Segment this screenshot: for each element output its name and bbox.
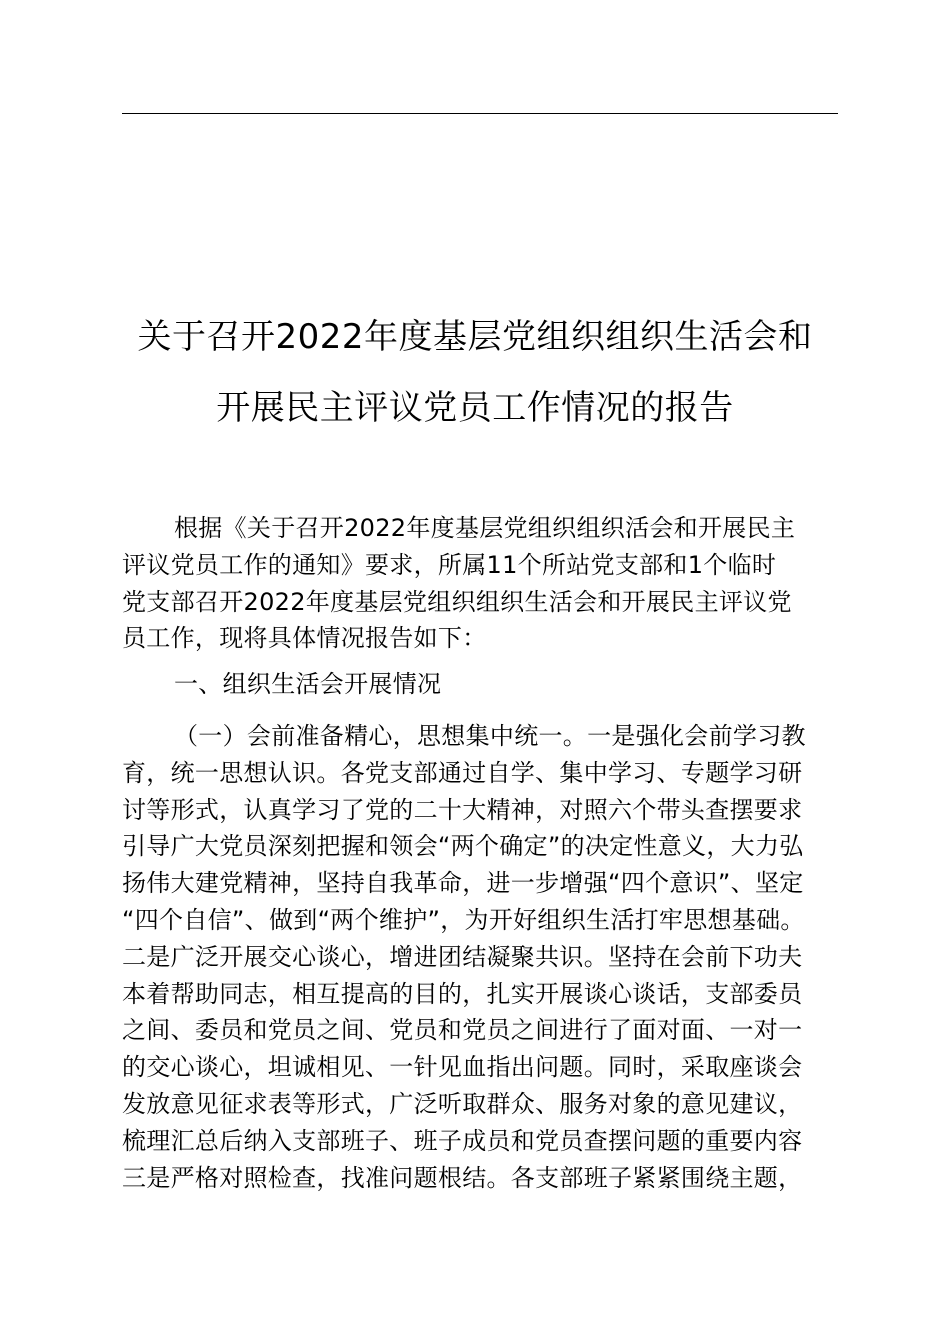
paragraph-line: 梳理汇总后纳入支部班子、班子成员和党员查摆问题的重要内容 (122, 1126, 803, 1155)
paragraph-line: 根据《关于召开2022年度基层党组织组织活会和开展民主 (174, 514, 796, 542)
intro-paragraph (122, 510, 862, 657)
paragraph-line: （一）会前准备精心，思想集中统一。一是强化会前学习教 (174, 722, 806, 750)
paragraph-line: “四个自信”、做到“两个维护”，为开好组织生活打牢思想基础。 (122, 905, 805, 934)
paragraph-line: 本着帮助同志，相互提高的目的，扎实开展谈心谈话，支部委员 (122, 979, 803, 1008)
paragraph-line: 的交心谈心，坦诚相见、一针见血指出问题。同时，采取座谈会 (122, 1053, 803, 1082)
section-heading (122, 666, 862, 703)
paragraph-line: 党支部召开2022年度基层党组织组织生活会和开展民主评议党 (122, 587, 792, 616)
paragraph-line: 讨等形式，认真学习了党的二十大精神，对照六个带头查摆要求 (122, 795, 803, 824)
paragraph-line: 评议党员工作的通知》要求，所属11个所站党支部和1个临时 (122, 550, 777, 579)
header-rule (122, 113, 838, 114)
paragraph-line: 育，统一思想认识。各党支部通过自学、集中学习、专题学习研 (122, 758, 803, 787)
section-heading-text: 一、组织生活会开展情况 (174, 670, 442, 698)
paragraph-line: 引导广大党员深刻把握和领会“两个确定”的决定性意义，大力弘 (122, 832, 804, 861)
paragraph-line: 发放意见征求表等形式，广泛听取群众、服务对象的意见建议， (122, 1089, 803, 1118)
section-paragraph (122, 718, 862, 1196)
paragraph-line: 三是严格对照检查，找准问题根结。各支部班子紧紧围绕主题， (122, 1163, 803, 1192)
document-title-line-1: 关于召开2022年度基层党组织组织生活会和 (137, 317, 813, 357)
paragraph-line: 扬伟大建党精神，坚持自我革命，进一步增强“四个意识”、坚定 (122, 869, 804, 898)
paragraph-line: 之间、委员和党员之间、党员和党员之间进行了面对面、一对一 (122, 1016, 803, 1045)
document-title-line-2: 开展民主评议党员工作情况的报告 (216, 388, 734, 428)
paragraph-line: 员工作，现将具体情况报告如下： (122, 624, 487, 653)
paragraph-line: 二是广泛开展交心谈心，增进团结凝聚共识。坚持在会前下功夫 (122, 942, 803, 971)
